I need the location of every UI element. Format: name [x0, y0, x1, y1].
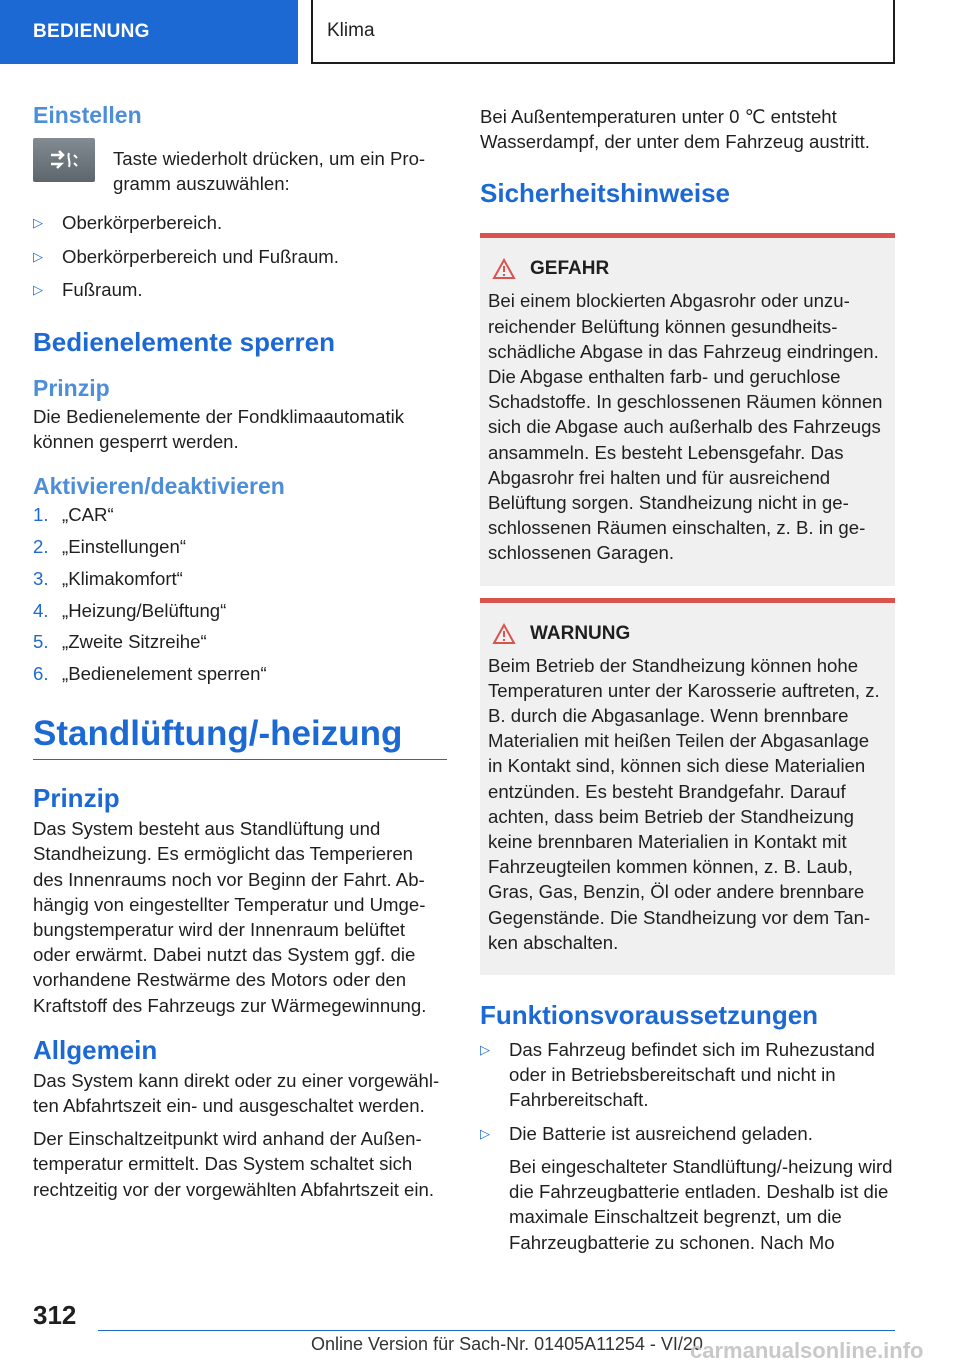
- triangle-bullet-icon: ▷: [33, 215, 43, 231]
- funktion-heading: Funktionsvoraussetzungen: [480, 1000, 819, 1031]
- steps-list: [33, 502, 447, 686]
- triangle-bullet-icon: ▷: [33, 281, 43, 297]
- warning-box: [480, 598, 895, 975]
- list-item: 1. „CAR“: [33, 504, 114, 526]
- danger-title: [488, 256, 887, 282]
- list-item: 5. „Zweite Sitzreihe“: [33, 631, 207, 653]
- left-column: [33, 98, 447, 1202]
- header-chapter: [311, 0, 895, 64]
- einstellen-text: Taste wiederholt drücken, um ein Programm auszuwählen:: [113, 148, 426, 195]
- sicherheit-heading: Sicherheitshinweise: [480, 178, 730, 209]
- triangle-bullet-icon: ▷: [480, 1042, 490, 1058]
- allgemein-text-1: Das System kann direkt oder zu einer vorgewählten Abfahrtszeit ein- und ausgeschaltet werden.: [33, 1069, 440, 1116]
- standl-prinzip-heading: Prinzip: [33, 783, 120, 814]
- header-section: [0, 0, 298, 64]
- list-item: ▷ Oberkörperbereich.: [33, 210, 447, 235]
- footer-version: Online Version für Sach-Nr. 01405A11254 - VI/20: [311, 1334, 703, 1354]
- danger-text: Bei einem blockierten Abgasrohr oder unzureichender Belüftung können gesundheitsschädliche Abgase in das Fahrzeug eindringen. Die Abgase enthalten farb- und geruchlose Schadstoffe. In geschlossenen Räumen können sich die Abgase auch außerhalb des Fahrzeugs ansammeln. Es besteht Lebensgefahr. Das Abgasrohr frei halten und für ausreichend Belüftung sorgen. Standheizung nicht in geschlossenen Räumen einschalten, z. B. in geschlossenen Garagen.: [488, 290, 883, 564]
- list-item: ▷ Die Batterie ist ausreichend geladen. Bei eingeschalteter Standlüftung/-heizung wird die Fahrzeugbatterie entladen. Deshalb ist die maximale Einschaltzeit begrenzt, um die Fahrzeugbatterie zu schonen. Nach Mo: [480, 1121, 895, 1255]
- header-section-label: BEDIENUNG: [33, 21, 150, 42]
- watermark: carmanualsonline.info: [690, 1338, 924, 1363]
- triangle-bullet-icon: ▷: [480, 1125, 490, 1141]
- header-chapter-label: Klima: [327, 20, 375, 41]
- intro-text: Bei Außentemperaturen unter 0 ℃ entsteht Wasserdampf, der unter dem Fahrzeug austritt.: [480, 106, 870, 153]
- warning-triangle-icon: [492, 623, 516, 645]
- list-item: ▷ Oberkörperbereich und Fußraum.: [33, 244, 447, 269]
- list-item: 2. „Einstellungen“: [33, 536, 187, 558]
- sperren-prinzip-text: Die Bedienelemente der Fondklimaautomatik können gesperrt werden.: [33, 406, 405, 453]
- list-item: 6. „Bedienelement sperren“: [33, 662, 267, 684]
- funktion-list: [480, 1037, 895, 1255]
- danger-box: [480, 233, 895, 585]
- allgemein-heading: Allgemein: [33, 1034, 158, 1065]
- danger-label: GEFAHR: [530, 258, 610, 280]
- sperren-prinzip-heading: Prinzip: [33, 375, 110, 402]
- air-distribution-button-icon: [33, 138, 95, 182]
- allgemein-text-2: Der Einschaltzeitpunkt wird anhand der Außentemperatur ermittelt. Das System schaltet sich rechtzeitig vor der vorgewählten Abfahrtszeit ein.: [33, 1128, 435, 1200]
- einstellen-list: [33, 210, 447, 302]
- triangle-bullet-icon: ▷: [33, 248, 43, 264]
- einstellen-heading: Einstellen: [33, 102, 142, 128]
- right-column: [480, 98, 895, 1255]
- warning-triangle-icon: [492, 258, 516, 280]
- list-item: ▷ Das Fahrzeug befindet sich im Ruhezustand oder in Betriebsbereitschaft und nicht in Fahrbereitschaft.: [480, 1039, 875, 1111]
- list-item: 4. „Heizung/Belüftung“: [33, 599, 227, 621]
- warning-text: Beim Betrieb der Standheizung können hohe Temperaturen unter der Karosserie auftreten, z. B. durch die Abgasanlage. Wenn brennbare Materialien mit heißen Teilen der Abgasanlage in Kontakt sind, können sich diese Materialien entzünden. Es besteht Brandgefahr. Darauf achten, dass beim Betrieb der Standheizung keine brennbaren Materialien in Kontakt mit Fahrzeugteilen kommen können, z. B. Laub, Gras, Gas, Benzin, Öl oder andere brennbare Gegenstände. Die Standheizung vor dem Tanken abschalten.: [488, 654, 880, 953]
- list-item: ▷ Fußraum.: [33, 277, 447, 302]
- standl-heading: Standlüftung/-heizung: [33, 712, 447, 760]
- einstellen-row: [33, 134, 447, 196]
- funktion-note: Bei eingeschalteter Standlüftung/-heizung wird die Fahrzeugbatterie entladen. Deshalb ist die maximale Einschaltzeit begrenzt, um die Fahrzeugbatterie zu schonen. Nach Mo: [509, 1155, 893, 1253]
- aktivieren-heading: Aktivieren/deaktivieren: [33, 473, 285, 500]
- warning-title: [488, 621, 887, 647]
- list-item: 3. „Klimakomfort“: [33, 567, 183, 589]
- page-number: 312: [33, 1300, 77, 1330]
- footer-divider: [98, 1330, 895, 1331]
- standl-prinzip-text: Das System besteht aus Standlüftung und Standheizung. Es ermöglicht das Temperieren des Innenraums noch vor Beginn der Fahrt. Abhängig von eingestellter Temperatur und Umgebungstemperatur wird der Innenraum belüftet oder erwärmt. Dabei nutzt das System ggf. die vorhandene Restwärme des Motors oder den Kraftstoff des Fahrzeugs zur Wärmegewinnung.: [33, 818, 427, 1016]
- sperren-heading: Bedienelemente sperren: [33, 327, 336, 358]
- warning-label: WARNUNG: [530, 622, 631, 644]
